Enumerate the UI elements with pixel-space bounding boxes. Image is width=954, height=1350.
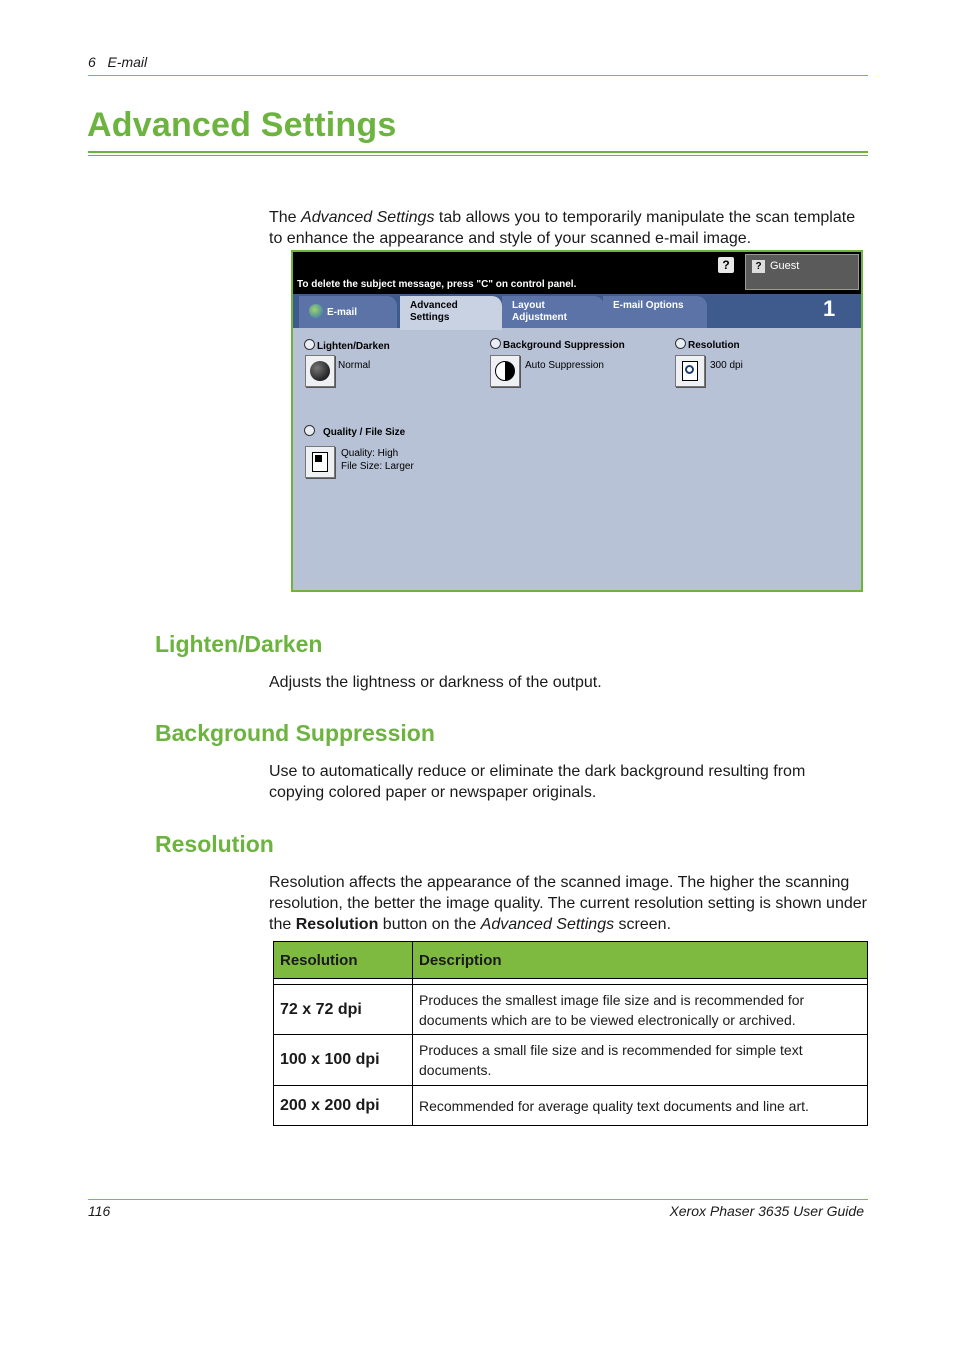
description-cell: Produces the smallest image file size and is recommended for documents which are to be viewed electronically or archived. <box>413 985 868 1035</box>
status-message: To delete the subject message, press "C" on control panel. <box>297 279 577 290</box>
tab-email-options[interactable]: E-mail Options <box>603 296 707 328</box>
resolution-heading: Resolution <box>155 831 274 857</box>
half-circle-icon <box>495 361 515 381</box>
lighten-darken-value: Normal <box>338 360 371 371</box>
resolution-value: 300 dpi <box>710 360 743 371</box>
document-quality-icon <box>312 452 328 472</box>
resolution-table <box>273 941 868 1126</box>
lighten-darken-text: Adjusts the lightness or darkness of the output. <box>269 674 602 691</box>
column-header-resolution: Resolution <box>274 942 413 979</box>
table-row <box>274 985 868 1035</box>
quality-file-size-option[interactable]: Quality / File Size <box>304 425 405 438</box>
background-suppression-heading: Background Suppression <box>155 720 435 746</box>
footer-rule <box>88 1199 868 1200</box>
quality-file-size-value: Quality: High File Size: Larger <box>341 448 414 472</box>
chapter-title: E-mail <box>107 54 148 70</box>
resolution-text: Resolution affects the appearance of the scanned image. The higher the scanning resolution, the better the image quality. The current resolution setting is shown under the Resolution button on the Advanced Settings screen. <box>269 874 867 933</box>
radio-icon <box>304 425 315 436</box>
page-title: Advanced Settings <box>87 106 397 144</box>
background-suppression-value: Auto Suppression <box>525 360 604 371</box>
description-cell: Recommended for average quality text documents and line art. <box>413 1086 868 1126</box>
intro-paragraph: The Advanced Settings tab allows you to temporarily manipulate the scan template to enhance the appearance and style of your scanned e-mail image. <box>269 209 856 247</box>
radio-icon <box>304 339 315 350</box>
title-rule <box>88 151 868 153</box>
lighten-darken-heading: Lighten/Darken <box>155 631 323 657</box>
header-rule <box>88 75 868 76</box>
radio-icon <box>675 338 686 349</box>
table-row <box>274 1086 868 1126</box>
user-help-icon: ? <box>752 260 765 273</box>
description-cell: Produces a small file size and is recommended for simple text documents. <box>413 1035 868 1086</box>
lighten-darken-button[interactable] <box>305 355 335 387</box>
resolution-cell: 100 x 100 dpi <box>274 1035 413 1086</box>
dark-circle-icon <box>310 361 330 381</box>
tab-bar <box>293 294 861 328</box>
column-header-description: Description <box>413 942 868 979</box>
running-header <box>88 54 147 70</box>
background-suppression-text: Use to automatically reduce or eliminate the dark background resulting from copying colored paper or newspaper originals. <box>269 763 806 801</box>
quality-file-size-button[interactable] <box>305 446 335 478</box>
help-icon[interactable]: ? <box>718 257 734 273</box>
chapter-number: 6 <box>88 54 96 70</box>
tab-layout-adjustment[interactable]: Layout Adjustment <box>502 296 604 328</box>
background-suppression-option[interactable]: Background Suppression <box>490 338 625 351</box>
tab-email[interactable]: E-mail <box>299 296 397 328</box>
screen-status-bar <box>293 252 861 294</box>
tab-advanced-settings[interactable]: Advanced Settings <box>400 296 502 330</box>
page-number-indicator: 1 <box>823 296 836 321</box>
guest-label: Guest <box>770 260 800 272</box>
table-header-row <box>274 942 868 979</box>
guest-button[interactable] <box>745 254 859 290</box>
guide-title: Xerox Phaser 3635 User Guide <box>669 1203 864 1219</box>
globe-icon <box>309 304 323 318</box>
page-number: 116 <box>88 1203 111 1219</box>
resolution-button[interactable] <box>675 355 705 387</box>
resolution-cell: 72 x 72 dpi <box>274 985 413 1035</box>
background-suppression-button[interactable] <box>490 355 520 387</box>
resolution-cell: 200 x 200 dpi <box>274 1086 413 1126</box>
radio-icon <box>490 338 501 349</box>
advanced-settings-screen <box>291 250 863 592</box>
table-row <box>274 1035 868 1086</box>
lighten-darken-option[interactable]: Lighten/Darken <box>304 339 390 352</box>
magnifier-document-icon <box>682 361 698 381</box>
title-rule-thin <box>88 155 868 156</box>
resolution-option[interactable]: Resolution <box>675 338 740 351</box>
